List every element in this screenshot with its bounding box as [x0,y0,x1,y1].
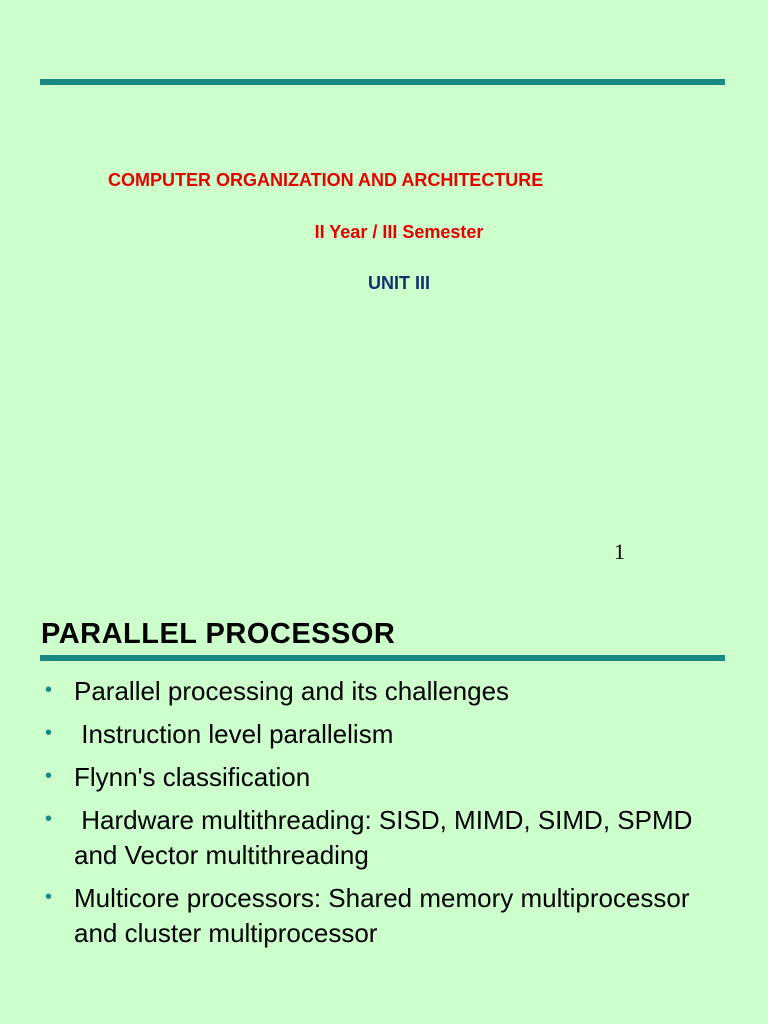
bullet-icon: • [45,886,53,908]
bullet-text: Instruction level parallelism [74,719,394,749]
bullet-item [40,760,730,795]
bullet-list [40,674,730,959]
bullet-text: Flynn's classification [74,762,311,792]
bullet-text: Hardware multithreading: SISD, MIMD, SIMD, SPMD and Vector multithreading [74,805,700,870]
bullet-item [40,803,730,873]
bullet-icon: • [45,679,53,701]
bullet-item [40,881,730,951]
slide-heading: PARALLEL PROCESSOR [41,618,396,650]
bullet-item [40,674,730,709]
top-rule [40,79,725,85]
bullet-text: Parallel processing and its challenges [74,676,510,706]
bullet-icon: • [45,722,53,744]
heading-rule [40,655,725,661]
content-slide [0,590,768,1024]
bullet-text: Multicore processors: Shared memory multiprocessor and cluster multiprocessor [74,883,690,948]
course-title: COMPUTER ORGANIZATION AND ARCHITECTURE [108,170,544,190]
unit-label: UNIT III [368,273,430,293]
year-semester: II Year / III Semester [314,222,484,242]
bullet-icon: • [45,765,53,787]
bullet-item [40,717,730,752]
page-number: 1 [614,539,625,564]
bullet-icon: • [45,808,53,830]
